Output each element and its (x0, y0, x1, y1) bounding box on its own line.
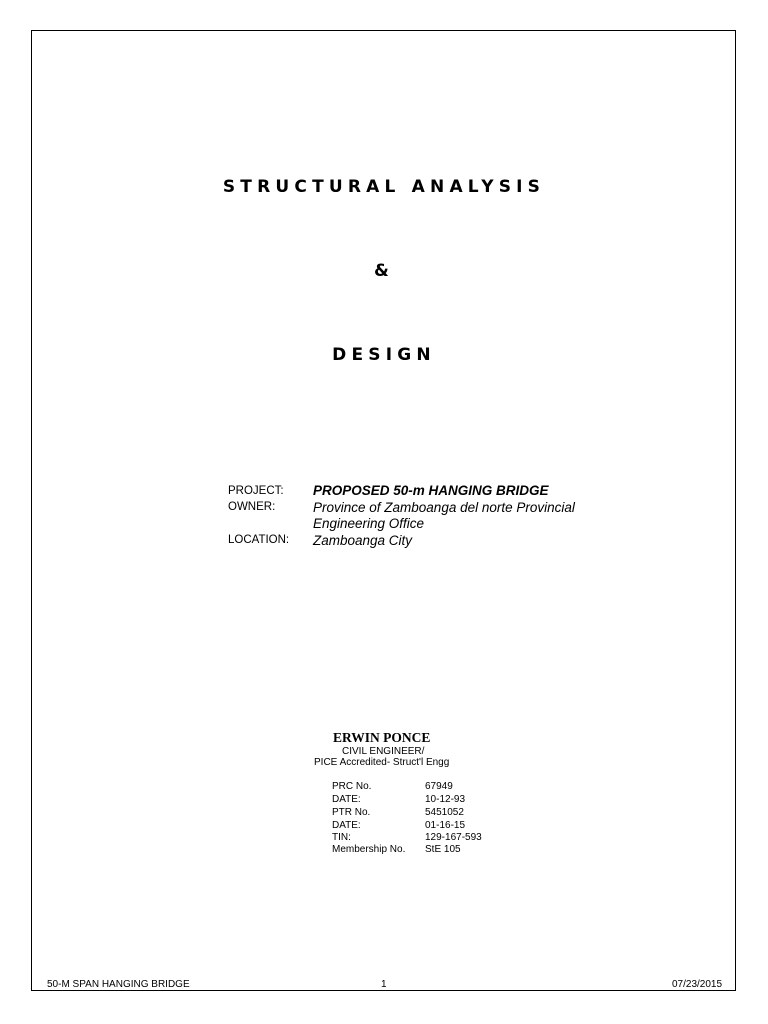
tin-value: 129-167-593 (425, 832, 482, 843)
location-value: Zamboanga City (313, 533, 413, 548)
tin-label: TIN: (332, 832, 351, 843)
engineer-name: ERWIN PONCE (333, 730, 431, 745)
title-ampersand: & (373, 261, 395, 281)
engineer-title: CIVIL ENGINEER/ (342, 746, 425, 757)
membership-no-value: StE 105 (425, 844, 461, 855)
prc-no-label: PRC No. (332, 781, 372, 792)
title-structural-analysis: STRUCTURAL ANALYSIS (222, 177, 546, 197)
ptr-no-label: PTR No. (332, 807, 371, 818)
engineer-accreditation: PICE Accredited- Struct'l Engg (314, 757, 450, 768)
ptr-date-label: DATE: (332, 820, 361, 831)
project-label: PROJECT: (228, 485, 284, 497)
ptr-date-value: 01-16-15 (425, 820, 466, 831)
owner-value: Province of Zamboanga del norte Provincial Engineering Office (313, 500, 575, 531)
ptr-no-value: 5451052 (425, 807, 464, 818)
prc-date-value: 10-12-93 (425, 794, 466, 805)
membership-no-label: Membership No. (332, 844, 406, 855)
footer-document-title: 50-M SPAN HANGING BRIDGE (47, 979, 190, 990)
prc-date-label: DATE: (332, 794, 361, 805)
title-design: DESIGN (332, 345, 436, 365)
location-label: LOCATION: (228, 534, 290, 546)
owner-label: OWNER: (228, 501, 276, 513)
project-value: PROPOSED 50-m HANGING BRIDGE (313, 483, 549, 498)
footer-date: 07/23/2015 (672, 979, 723, 990)
footer-page-number: 1 (381, 979, 387, 990)
prc-no-value: 67949 (425, 781, 453, 792)
